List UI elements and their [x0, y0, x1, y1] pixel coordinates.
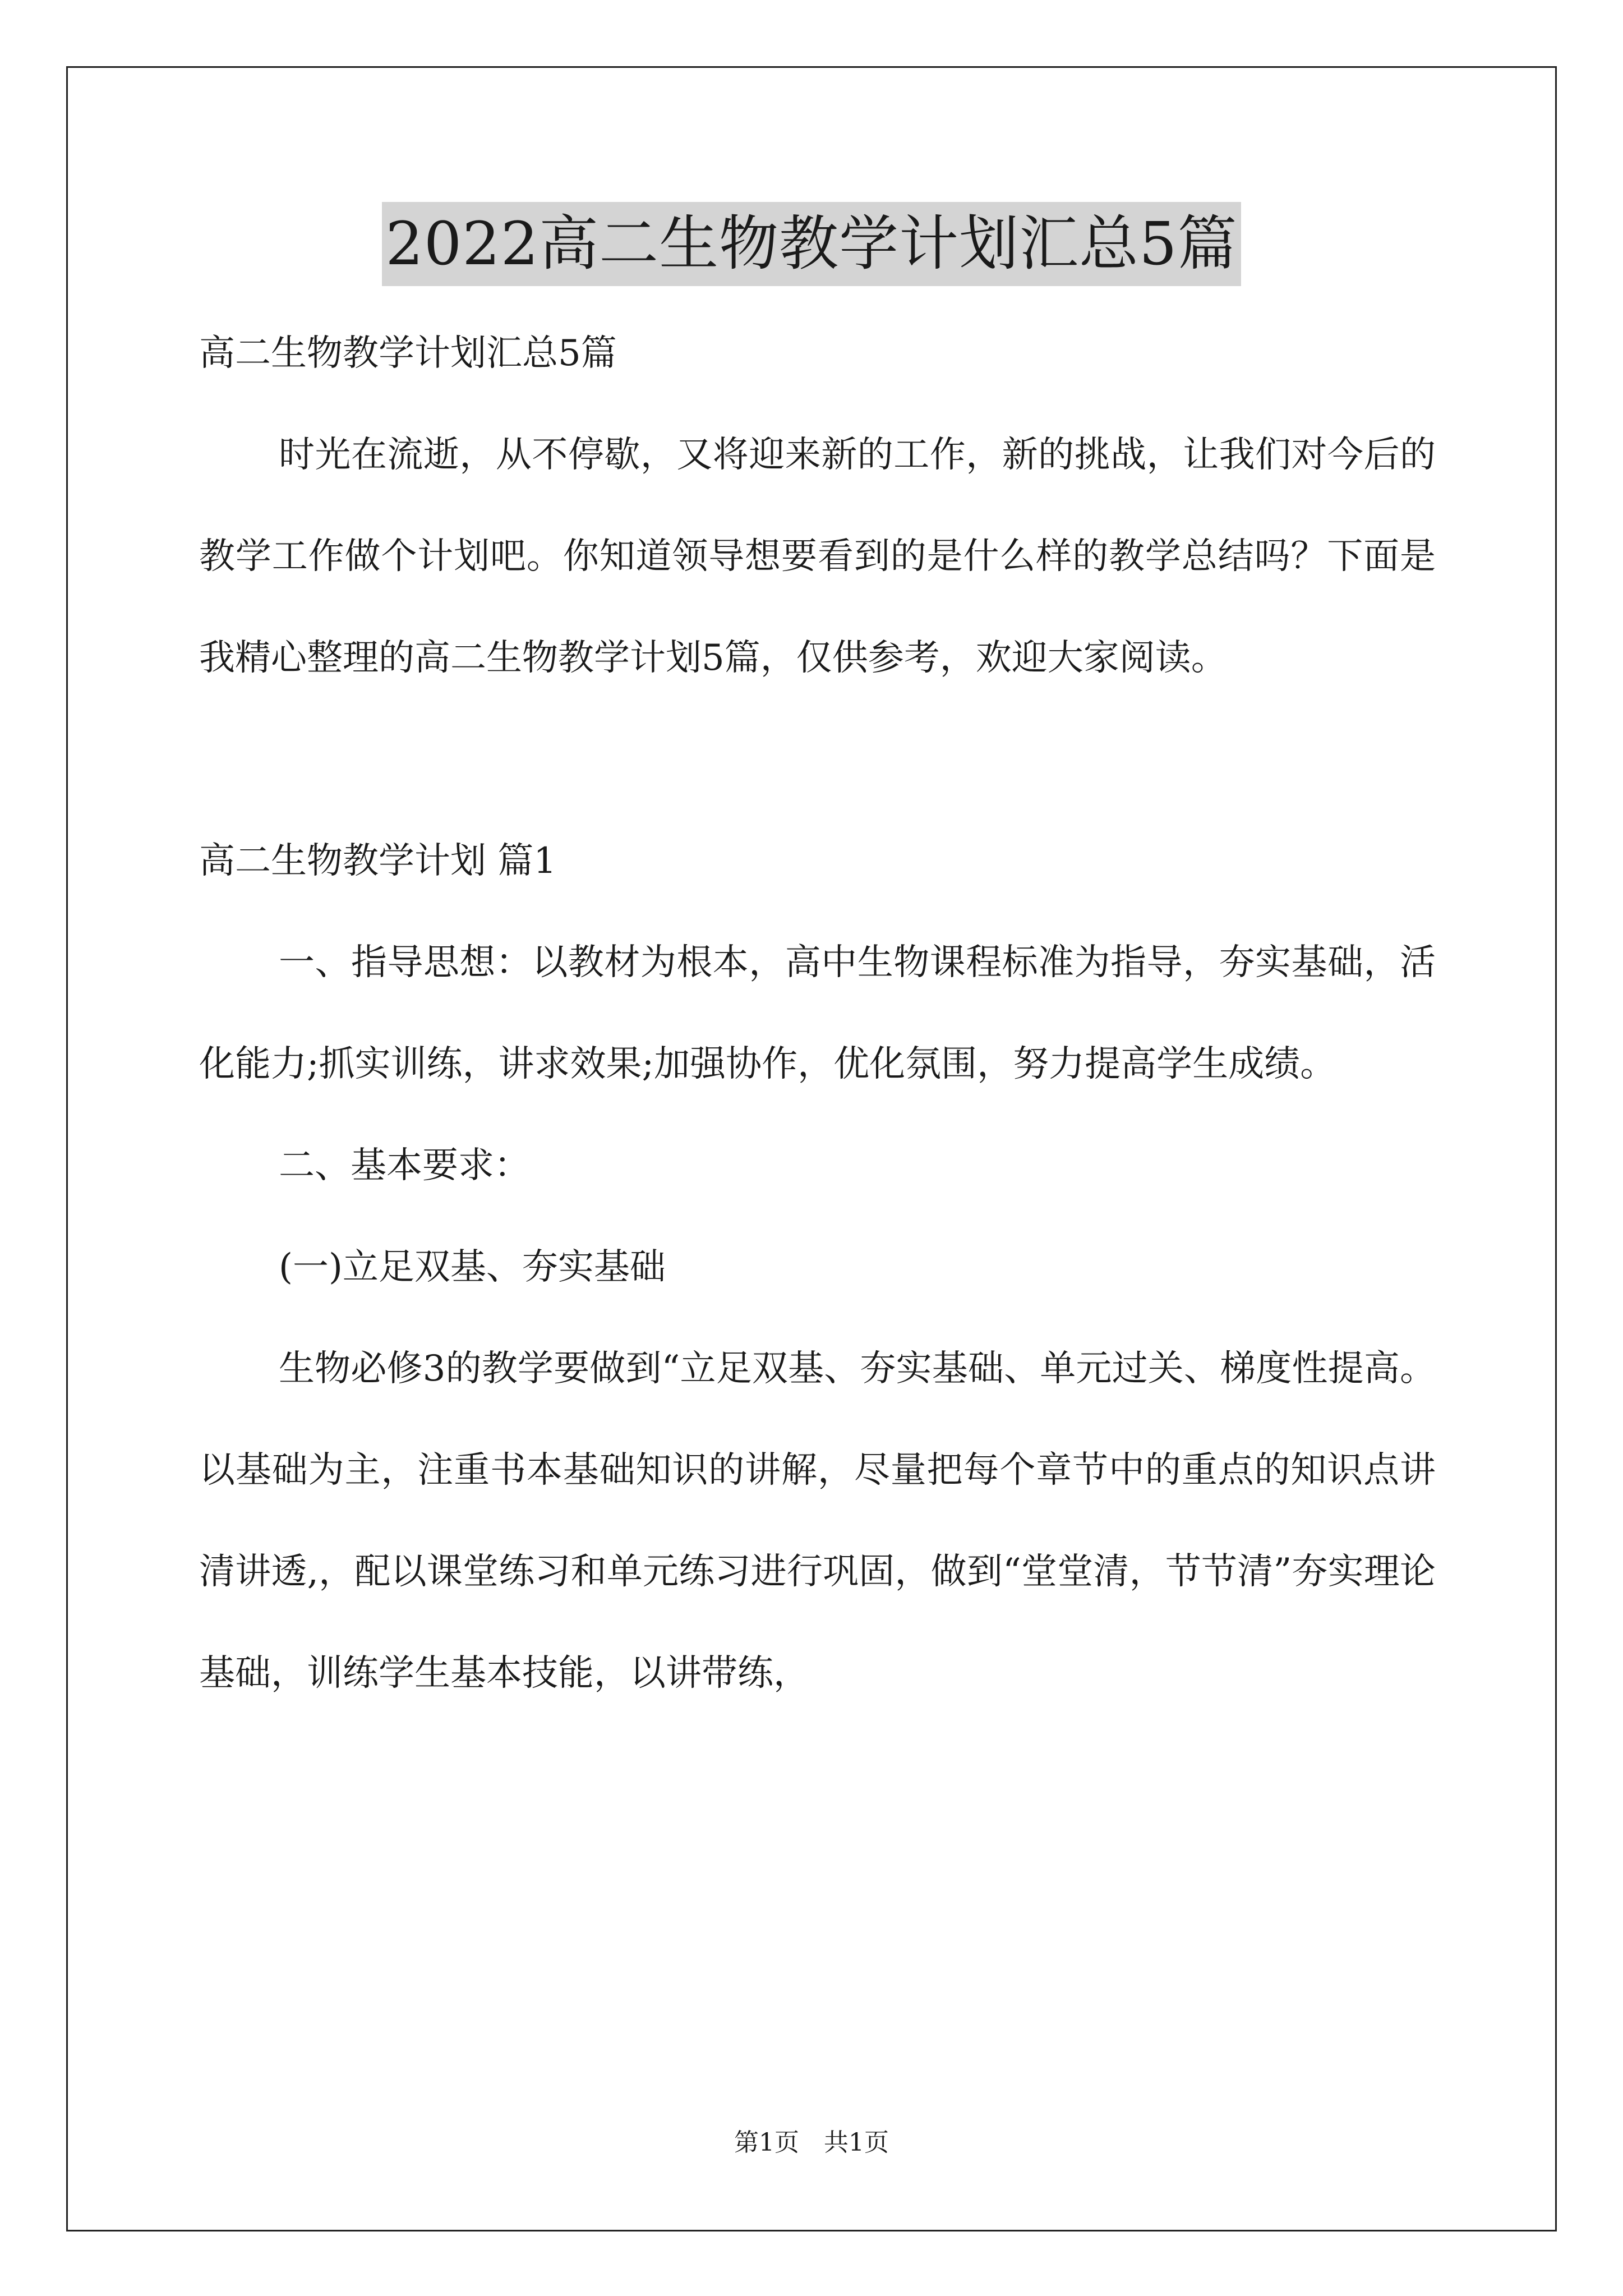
page-footer: 第1页 共1页 — [734, 2128, 889, 2157]
document-title: 2022高二生物教学计划汇总5篇 — [382, 202, 1241, 286]
paragraph: 一、指导思想：以教材为根本，高中生物课程标准为指导，夯实基础，活化能力;抓实训练，讲求效果;加强协作，优化氛围，努力提高学生成绩。 — [199, 942, 1436, 1085]
title-container — [0, 202, 1623, 286]
paragraph: 生物必修3的教学要做到“立足双基、夯实基础、单元过关、梯度性提高。以基础为主，注重书本基础知识的讲解，尽量把每个章节中的重点的知识点讲清讲透,，配以课堂练习和单元练习进行巩固，做到“堂堂清，节节清”夯实理论基础，训练学生基本技能，以讲带练， — [199, 1348, 1436, 1694]
section-heading: 高二生物教学计划 篇1 — [199, 840, 557, 882]
paragraph: 时光在流逝，从不停歇，又将迎来新的工作，新的挑战，让我们对今后的教学工作做个计划吧。你知道领导想要看到的是什么样的教学总结吗？下面是我精心整理的高二生物教学计划5篇，仅供参考，欢迎大家阅读。 — [199, 434, 1436, 679]
document-body — [199, 303, 1436, 1724]
paragraph: 高二生物教学计划汇总5篇 — [199, 333, 617, 374]
paragraph: 二、基本要求： — [279, 1145, 530, 1186]
paragraph: (一)立足双基、夯实基础 — [279, 1246, 666, 1288]
blank-line — [199, 709, 1436, 811]
